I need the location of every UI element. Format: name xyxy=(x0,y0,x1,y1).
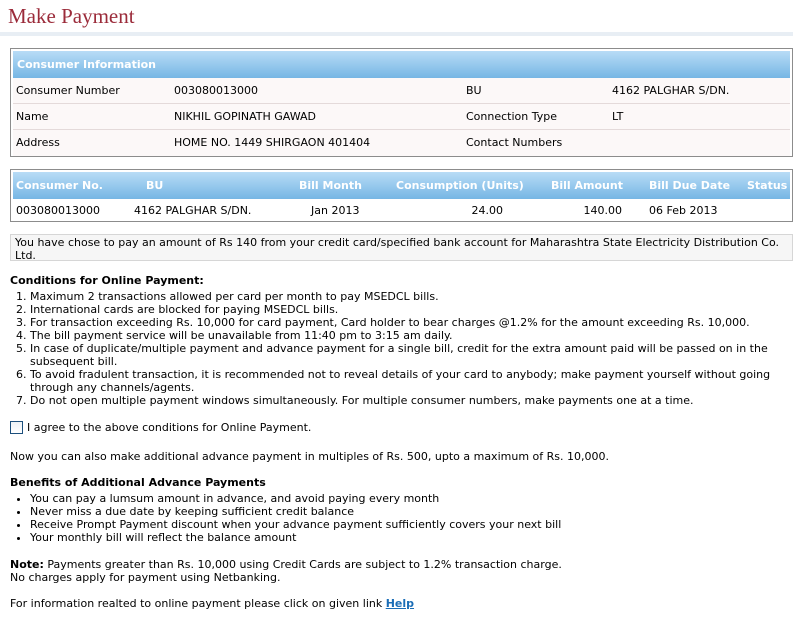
col-status: Status xyxy=(747,179,788,192)
consumer-number-label: Consumer Number xyxy=(16,84,120,97)
agree-row xyxy=(10,421,311,434)
consumer-information-panel xyxy=(10,48,793,157)
col-bill-due-date: Bill Due Date xyxy=(649,179,731,192)
condition-item: 7. Do not open multiple payment windows simultaneously. For multiple consumer numbers, make payments one at a time. xyxy=(30,394,780,407)
address-label: Address xyxy=(16,136,60,149)
name-label: Name xyxy=(16,110,49,123)
help-link[interactable]: Help xyxy=(385,597,415,610)
cell-bu: 4162 PALGHAR S/DN. xyxy=(134,204,252,217)
benefit-item: • Receive Prompt Payment discount when your advance payment sufficiently covers your next bill xyxy=(30,518,561,531)
agree-label[interactable]: I agree to the above conditions for Online Payment. xyxy=(27,421,312,434)
condition-item: 5. In case of duplicate/multiple payment and advance payment for a single bill, credit for the extra amount paid will be passed on in the subsequent bill. xyxy=(30,342,780,368)
cell-consumption: 24.00 xyxy=(471,204,503,217)
benefits-title: Benefits of Additional Advance Payments xyxy=(10,476,266,489)
col-bill-month: Bill Month xyxy=(299,179,362,192)
benefit-item: • Never miss a due date by keeping sufficient credit balance xyxy=(30,505,561,518)
benefit-item: • You can pay a lumsum amount in advance, and avoid paying every month xyxy=(30,492,561,505)
condition-item: 4. The bill payment service will be unavailable from 11:40 pm to 3:15 am daily. xyxy=(30,329,780,342)
condition-item: 6. To avoid fradulent transaction, it is recommended not to reveal details of your card to anybody; make payment yourself without going through any channels/agents. xyxy=(30,368,780,394)
connection-type-label: Connection Type xyxy=(466,110,558,123)
col-bill-amount: Bill Amount xyxy=(551,179,623,192)
payment-notice: You have chose to pay an amount of Rs 140 from your credit card/specified bank account for Maharashtra State Electricity Distribution Co. Ltd. xyxy=(10,234,793,261)
agree-checkbox[interactable] xyxy=(10,421,23,434)
help-text: For information realted to online payment please click on given link xyxy=(10,597,386,610)
info-row xyxy=(13,130,790,156)
advance-payment-text: Now you can also make additional advance payment in multiples of Rs. 500, upto a maximum of Rs. 10,000. xyxy=(10,450,609,463)
contact-numbers-label: Contact Numbers xyxy=(466,136,563,149)
benefit-item: • Your monthly bill will reflect the balance amount xyxy=(30,531,561,544)
bu-value: 4162 PALGHAR S/DN. xyxy=(612,84,730,97)
condition-item: 3. For transaction exceeding Rs. 10,000 for card payment, Card holder to bear charges @1.2% for the amount exceeding Rs. 10,000. xyxy=(30,316,780,329)
cell-consumer-no: 003080013000 xyxy=(16,204,100,217)
note-label: Note: xyxy=(10,558,44,571)
table-row xyxy=(13,199,790,223)
note-text: Payments greater than Rs. 10,000 using Credit Cards are subject to 1.2% transaction charge. xyxy=(43,558,562,571)
bill-table xyxy=(10,169,793,222)
info-row xyxy=(13,78,790,104)
note-line-1 xyxy=(10,558,562,571)
conditions-list xyxy=(10,290,780,407)
col-bu: BU xyxy=(146,179,164,192)
cell-bill-month: Jan 2013 xyxy=(311,204,360,217)
condition-item: 2. International cards are blocked for paying MSEDCL bills. xyxy=(30,303,780,316)
connection-type-value: LT xyxy=(612,110,624,123)
help-line xyxy=(10,597,414,610)
bu-label: BU xyxy=(466,84,482,97)
address-value: HOME NO. 1449 SHIRGAON 401404 xyxy=(174,136,371,149)
conditions-title: Conditions for Online Payment: xyxy=(10,274,204,287)
name-value: NIKHIL GOPINATH GAWAD xyxy=(174,110,316,123)
benefits-list xyxy=(10,492,561,544)
cell-bill-amount: 140.00 xyxy=(583,204,622,217)
note-line-2: No charges apply for payment using Netbanking. xyxy=(10,571,281,584)
bill-table-header xyxy=(13,172,790,199)
col-consumption: Consumption (Units) xyxy=(396,179,524,192)
consumer-information-header: Consumer Information xyxy=(13,51,790,78)
col-consumer-no: Consumer No. xyxy=(16,179,103,192)
page-title: Make Payment xyxy=(8,4,135,28)
info-row xyxy=(13,104,790,130)
consumer-number-value: 003080013000 xyxy=(174,84,258,97)
cell-bill-due-date: 06 Feb 2013 xyxy=(649,204,718,217)
condition-item: 1. Maximum 2 transactions allowed per card per month to pay MSEDCL bills. xyxy=(30,290,780,303)
title-divider xyxy=(0,32,793,36)
